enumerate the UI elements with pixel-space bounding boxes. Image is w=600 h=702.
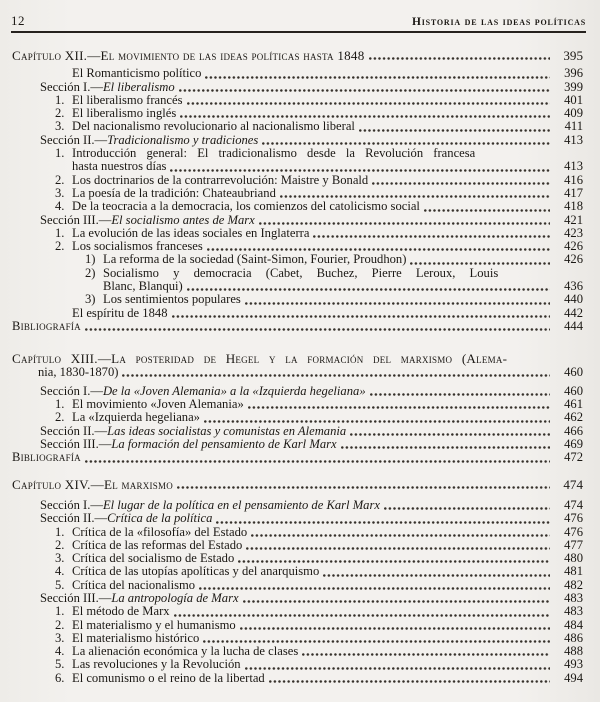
entry-number: 4. — [55, 644, 65, 659]
toc-entry — [12, 552, 583, 565]
dot-leader — [259, 222, 550, 225]
dot-leader — [269, 680, 550, 683]
entry-number: 2. — [55, 410, 65, 425]
entry-page-number: 395 — [563, 48, 583, 63]
toc-entry — [12, 398, 583, 411]
toc-entry — [12, 425, 583, 438]
entry-page-number: 426 — [564, 239, 583, 254]
entry-title: La alienación económica y la lucha de clases — [72, 644, 299, 659]
entry-prefix: Sección II.— — [40, 511, 108, 526]
entry-title: Blanc, Blanqui) — [103, 279, 183, 294]
dot-leader — [372, 182, 550, 185]
entry-page-number: 461 — [564, 397, 583, 412]
dot-leader — [207, 248, 550, 251]
dot-leader — [85, 328, 550, 331]
entry-title: Crítica de la «filosofía» del Estado — [72, 524, 248, 539]
entry-title: De la teocracia a la democracia, los comienzos del catolicismo social — [72, 199, 420, 214]
dot-leader — [203, 640, 550, 643]
dot-leader — [246, 547, 550, 550]
entry-page-number: 483 — [564, 604, 583, 619]
toc-entry — [12, 67, 583, 80]
toc-entry — [12, 565, 583, 578]
entry-title: El Romanticismo político — [72, 66, 202, 81]
entry-number: 2. — [55, 537, 65, 552]
dot-leader — [313, 235, 550, 238]
toc-spacer — [12, 465, 583, 478]
entry-page-number: 444 — [564, 318, 583, 333]
dot-leader — [204, 420, 550, 423]
entry-prefix: Sección II.— — [40, 132, 108, 147]
dot-leader — [187, 102, 550, 105]
entry-title: nia, 1830-1870) — [38, 364, 119, 379]
toc-entry — [12, 478, 583, 491]
entry-title: Crítica del nacionalismo — [72, 577, 196, 592]
toc-entry — [12, 147, 583, 160]
entry-title: Las revoluciones y la Revolución — [72, 657, 241, 672]
entry-page-number: 486 — [564, 630, 583, 645]
entry-page-number: 488 — [564, 644, 583, 659]
entry-page-number: 409 — [564, 106, 583, 121]
entry-page-number: 442 — [564, 305, 583, 320]
dot-leader — [205, 76, 550, 79]
toc-entry — [12, 134, 583, 147]
toc-entry — [12, 645, 583, 658]
entry-number: 2. — [55, 172, 65, 187]
page-header — [11, 13, 586, 33]
table-of-contents — [12, 49, 583, 685]
entry-page-number: 417 — [564, 185, 583, 200]
entry-prefix: Sección III.— — [40, 590, 112, 605]
entry-number: 1. — [55, 397, 65, 412]
dot-leader — [424, 209, 550, 212]
dot-leader — [369, 57, 550, 60]
entry-title: Bibliografía — [12, 450, 81, 465]
entry-page-number: 472 — [564, 450, 583, 465]
entry-number: 1. — [55, 92, 65, 107]
entry-title: La evolución de las ideas sociales en Inglaterra — [72, 225, 310, 240]
toc-spacer — [12, 333, 583, 352]
entry-title: Crítica de las reformas del Estado — [72, 537, 243, 552]
entry-page-number: 476 — [564, 511, 583, 526]
entry-title: Los doctrinarios de la contrarrevolución: Maistre y Bonald — [72, 172, 369, 187]
entry-prefix: Sección I.— — [40, 79, 103, 94]
entry-number: 1) — [85, 252, 96, 267]
entry-page-number: 436 — [564, 279, 583, 294]
entry-number: 1. — [55, 604, 65, 619]
toc-entry — [12, 438, 583, 451]
dot-leader — [243, 600, 550, 603]
entry-page-number: 494 — [564, 670, 583, 685]
entry-title: Los sentimientos populares — [103, 292, 241, 307]
dot-leader — [323, 574, 550, 577]
entry-title: El movimiento «Joven Alemania» — [72, 397, 244, 412]
entry-title: Capítulo XIII.—La posteridad de Hegel y la formación del marxismo (Alema- — [12, 351, 508, 367]
page-folio-number: 12 — [11, 13, 25, 28]
entry-page-number: 480 — [564, 551, 583, 566]
entry-page-number: 396 — [564, 66, 583, 81]
toc-entry — [12, 592, 583, 605]
dot-leader — [199, 587, 550, 590]
entry-number: 5. — [55, 577, 65, 592]
entry-prefix: Sección II.— — [40, 423, 108, 438]
entry-title: Introducción general: El tradicionalismo desde la Revolución francesa — [72, 146, 476, 161]
entry-number: 2. — [55, 239, 65, 254]
entry-title: Crítica del socialismo de Estado — [72, 551, 235, 566]
entry-title: El método de Marx — [72, 604, 170, 619]
dot-leader — [216, 521, 550, 524]
dot-leader — [350, 433, 550, 436]
dot-leader — [180, 115, 550, 118]
dot-leader — [177, 486, 550, 489]
toc-entry — [12, 160, 583, 173]
entry-page-number: 474 — [564, 497, 583, 512]
entry-title: El lugar de la política en el pensamiento de Karl Marx — [102, 497, 380, 512]
entry-title: Crítica de la política — [107, 511, 213, 526]
entry-title: El espíritu de 1848 — [72, 305, 168, 320]
dot-leader — [172, 315, 551, 318]
toc-entry — [12, 499, 583, 512]
entry-page-number: 440 — [564, 292, 583, 307]
dot-leader — [280, 195, 550, 198]
entry-title: La reforma de la sociedad (Saint-Simon, Fourier, Proudhon) — [103, 252, 407, 267]
entry-page-number: 416 — [564, 172, 583, 187]
entry-page-number: 477 — [564, 537, 583, 552]
entry-prefix: Sección III.— — [40, 212, 112, 227]
entry-title: Tradicionalismo y tradiciones — [107, 132, 259, 147]
entry-number: 3. — [55, 630, 65, 645]
entry-number: 3. — [55, 185, 65, 200]
entry-title: Bibliografía — [12, 318, 81, 333]
entry-title: Del nacionalismo revolucionario al nacionalismo liberal — [72, 119, 355, 134]
entry-title: Capítulo XIV.—El marxismo — [12, 476, 173, 492]
toc-entry — [12, 293, 583, 306]
toc-entry — [12, 658, 583, 671]
toc-entry — [12, 385, 583, 398]
entry-page-number: 469 — [564, 437, 583, 452]
entry-number: 6. — [55, 670, 65, 685]
entry-page-number: 482 — [564, 577, 583, 592]
entry-page-number: 411 — [564, 119, 583, 134]
entry-title: La «Izquierda hegeliana» — [72, 410, 200, 425]
entry-title: Capítulo XII.—El movimiento de las ideas políticas hasta 1848 — [12, 48, 365, 63]
toc-entry — [12, 451, 583, 464]
toc-entry — [12, 200, 583, 213]
entry-title: El liberalismo — [102, 79, 175, 94]
toc-entry — [12, 240, 583, 253]
toc-entry — [12, 94, 583, 107]
entry-number: 2) — [85, 265, 96, 280]
entry-page-number: 460 — [564, 383, 583, 398]
entry-prefix: Sección III.— — [40, 437, 112, 452]
entry-page-number: 421 — [564, 212, 583, 227]
dot-leader — [85, 460, 550, 463]
toc-entry — [12, 352, 583, 365]
dot-leader — [262, 142, 550, 145]
entry-title: El materialismo y el humanismo — [72, 617, 236, 632]
entry-number: 3. — [55, 551, 65, 566]
entry-title: El comunismo o el reino de la libertad — [72, 670, 265, 685]
toc-entry — [12, 214, 583, 227]
entry-title: La poesía de la tradición: Chateaubriand — [72, 185, 276, 200]
toc-entry — [12, 187, 583, 200]
dot-leader — [359, 129, 550, 132]
entry-page-number: 484 — [564, 617, 583, 632]
entry-page-number: 493 — [564, 657, 583, 672]
toc-entry — [12, 526, 583, 539]
entry-number: 3. — [55, 119, 65, 134]
toc-entry — [12, 227, 583, 240]
dot-leader — [122, 374, 550, 377]
entry-prefix: Sección I.— — [40, 497, 103, 512]
dot-leader — [302, 653, 550, 656]
toc-entry — [12, 512, 583, 525]
entry-title: El materialismo histórico — [72, 630, 200, 645]
dot-leader — [370, 393, 550, 396]
entry-page-number: 481 — [564, 564, 583, 579]
toc-entry — [12, 280, 583, 293]
toc-entry — [12, 632, 583, 645]
toc-entry — [12, 49, 583, 62]
entry-page-number: 460 — [564, 364, 583, 379]
entry-number: 4. — [55, 564, 65, 579]
toc-entry — [12, 307, 583, 320]
entry-title: hasta nuestros días — [72, 159, 167, 174]
dot-leader — [251, 534, 550, 537]
entry-number: 5. — [55, 657, 65, 672]
entry-title: De la «Joven Alemania» a la «Izquierda hegeliana» — [102, 383, 366, 398]
dot-leader — [245, 302, 550, 305]
dot-leader — [248, 406, 550, 409]
dot-leader — [410, 262, 550, 265]
entry-page-number: 418 — [564, 199, 583, 214]
entry-number: 4. — [55, 199, 65, 214]
entry-number: 2. — [55, 617, 65, 632]
entry-title: El liberalismo inglés — [72, 106, 177, 121]
entry-page-number: 423 — [564, 225, 583, 240]
toc-entry — [12, 411, 583, 424]
entry-title: Las ideas socialistas y comunistas en Alemania — [107, 423, 347, 438]
entry-title: Los socialismos franceses — [72, 239, 203, 254]
toc-entry — [12, 120, 583, 133]
entry-number: 1. — [55, 225, 65, 240]
entry-page-number: 483 — [564, 590, 583, 605]
running-title: Historia de las ideas políticas — [411, 16, 586, 28]
entry-page-number: 474 — [563, 476, 583, 492]
toc-entry — [12, 320, 583, 333]
dot-leader — [240, 627, 550, 630]
toc-entry — [12, 366, 583, 379]
toc-entry — [12, 81, 583, 94]
entry-title: Crítica de las utopías apolíticas y del anarquismo — [72, 564, 320, 579]
entry-page-number: 476 — [564, 524, 583, 539]
entry-number: 2. — [55, 106, 65, 121]
dot-leader — [170, 169, 550, 172]
entry-page-number: 401 — [564, 92, 583, 107]
entry-page-number: 413 — [564, 132, 583, 147]
toc-entry — [12, 605, 583, 618]
toc-entry — [12, 539, 583, 552]
toc-entry — [12, 579, 583, 592]
toc-entry — [12, 253, 583, 266]
toc-entry — [12, 267, 583, 280]
entry-page-number: 466 — [564, 423, 583, 438]
toc-entry — [12, 672, 583, 685]
toc-entry — [12, 619, 583, 632]
entry-page-number: 413 — [564, 159, 583, 174]
dot-leader — [341, 446, 550, 449]
entry-page-number: 399 — [564, 79, 583, 94]
entry-title: El socialismo antes de Marx — [111, 212, 255, 227]
toc-entry — [12, 107, 583, 120]
dot-leader — [187, 288, 550, 291]
dot-leader — [245, 667, 550, 670]
entry-number: 1. — [55, 524, 65, 539]
entry-title: Socialismo y democracia (Cabet, Buchez, Pierre Leroux, Louis — [103, 265, 499, 280]
entry-title: La formación del pensamiento de Karl Marx — [111, 437, 337, 452]
entry-page-number: 426 — [564, 252, 583, 267]
dot-leader — [384, 507, 550, 510]
entry-number: 3) — [85, 292, 96, 307]
dot-leader — [238, 560, 550, 563]
entry-page-number: 462 — [564, 410, 583, 425]
dot-leader — [174, 614, 550, 617]
entry-number: 1. — [55, 146, 65, 161]
dot-leader — [179, 89, 550, 92]
entry-title: El liberalismo francés — [72, 92, 183, 107]
entry-prefix: Sección I.— — [40, 383, 103, 398]
toc-entry — [12, 174, 583, 187]
entry-title: La antropología de Marx — [111, 590, 239, 605]
